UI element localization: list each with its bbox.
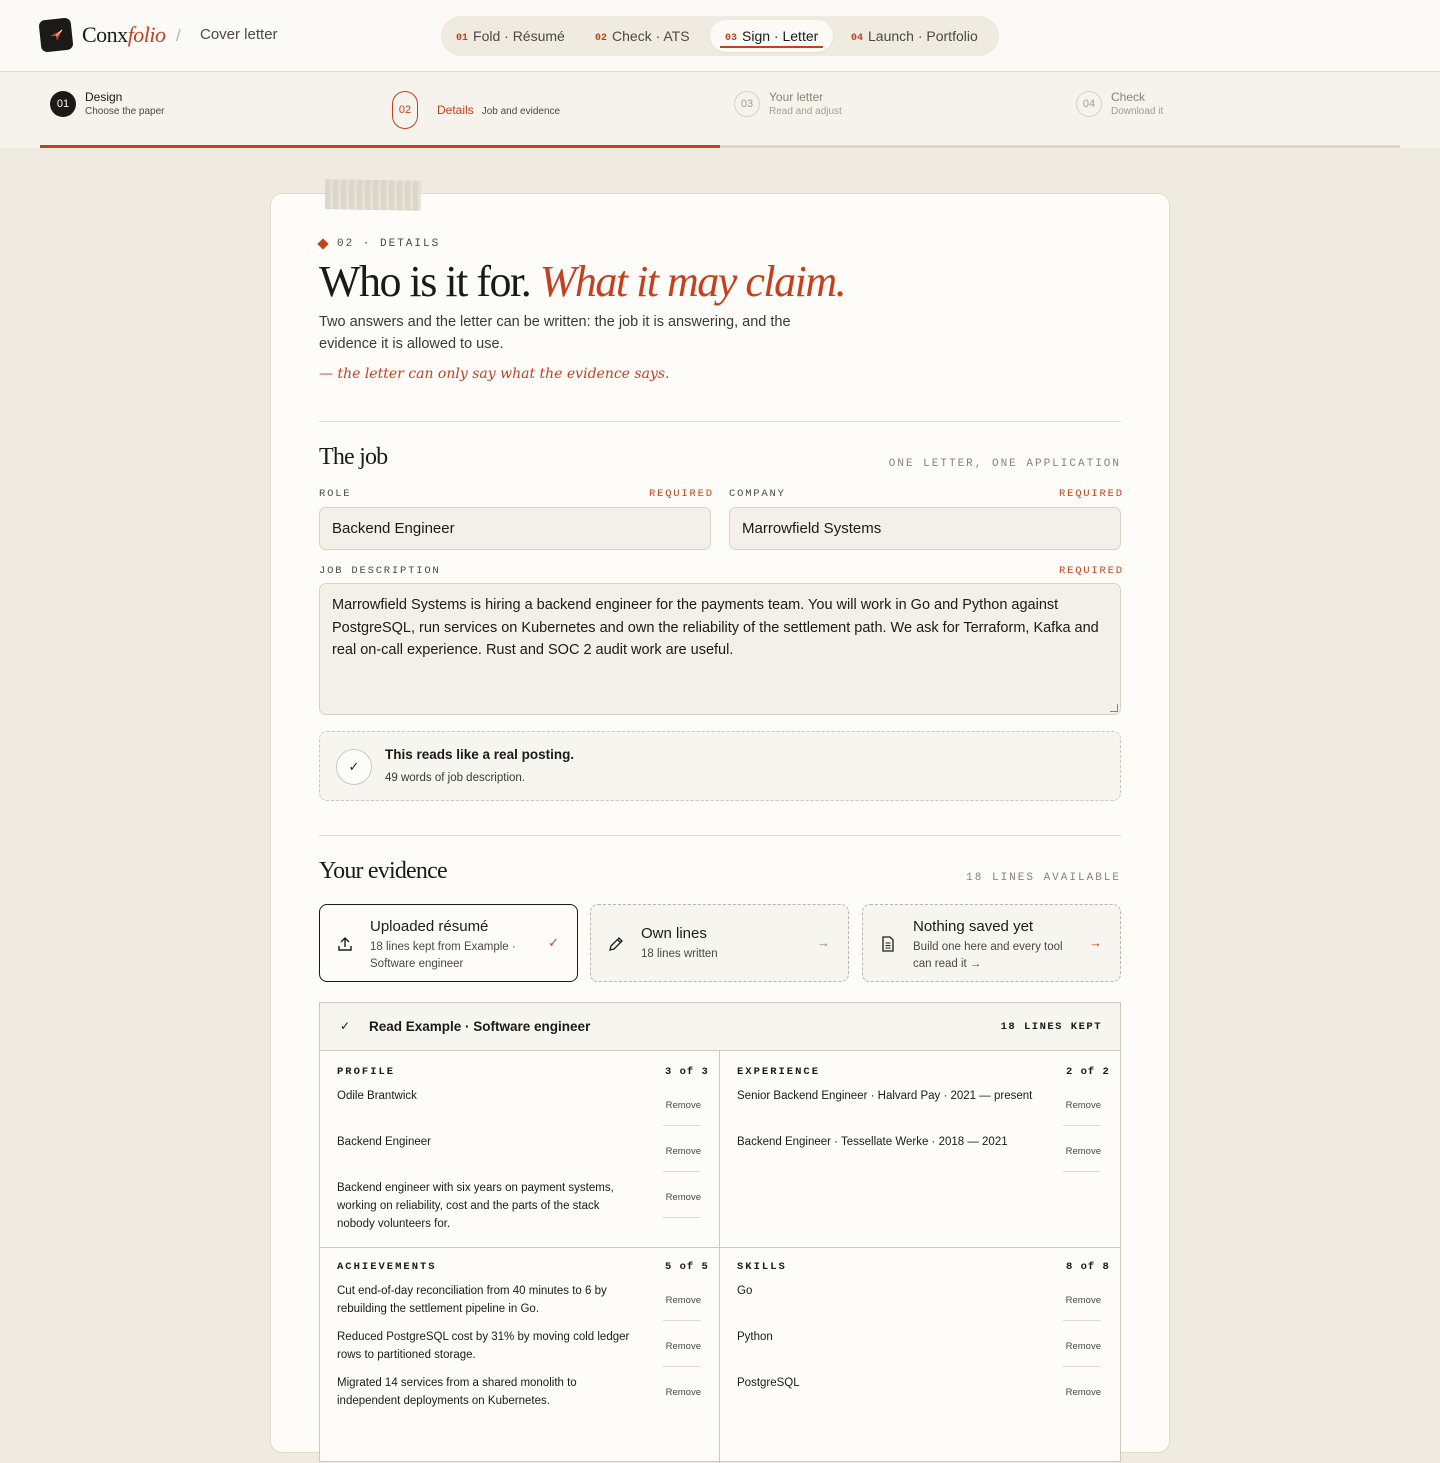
step-progress-fill: [40, 145, 720, 148]
posting-check: [319, 731, 1121, 801]
achievements-group-count: 5 of 5: [665, 1261, 709, 1273]
divider: [1063, 1125, 1101, 1126]
job-description-value: Marrowfield Systems is hiring a backend engineer for the payments team. You will work in Go and Python against PostgreSQL, run services on Kubernetes and own the reliability of the settlement path. We ask for Terraform, Kafka and real on-call experience. Rust and SOC 2 audit work are useful.: [332, 597, 1099, 658]
posting-check-subtitle: 49 words of job description.: [385, 772, 525, 784]
divider: [319, 835, 1121, 836]
step-design[interactable]: [50, 90, 165, 117]
tool-fold-resume[interactable]: 01 Fold · Résumé: [456, 28, 565, 44]
divider: [663, 1217, 701, 1218]
source-uploaded-resume[interactable]: [319, 904, 578, 982]
document-icon: [879, 935, 897, 953]
source-description: 18 lines kept from Example · Software engineer: [370, 941, 516, 970]
source-own-lines[interactable]: [590, 904, 849, 982]
company-required: REQUIRED: [1059, 488, 1124, 500]
evidence-panel-title: Read Example · Software engineer: [369, 1019, 591, 1034]
checkmark-icon: ✓: [548, 935, 559, 950]
divider: [1063, 1366, 1101, 1367]
evidence-section-title: Your evidence: [319, 858, 447, 884]
evidence-line: Cut end-of-day reconciliation from 40 minutes to 6 by rebuilding the settlement pipeline in Go.: [337, 1285, 607, 1315]
company-label: COMPANY: [729, 488, 786, 500]
evidence-line: Go: [737, 1285, 753, 1297]
divider: [663, 1366, 701, 1367]
remove-button[interactable]: Remove: [665, 1295, 701, 1306]
section-kicker: 02 · DETAILS: [319, 238, 440, 250]
divider: [1063, 1320, 1101, 1321]
top-bar: [0, 0, 1440, 72]
active-tool-underline: [720, 46, 823, 48]
step-subtitle: Download it: [1111, 106, 1164, 117]
page-title: Who is it for. What it may claim.: [319, 257, 846, 306]
column-divider: [719, 1051, 720, 1463]
divider: [319, 421, 1121, 422]
step-number: 01: [50, 91, 76, 117]
tape-decoration: [325, 179, 422, 211]
evidence-line: Backend Engineer · Tessellate Werke · 2018 — 2021: [737, 1136, 1008, 1148]
step-title: Your letter: [769, 90, 824, 104]
check-icon: ✓: [336, 749, 372, 785]
remove-button[interactable]: Remove: [665, 1146, 701, 1157]
remove-button[interactable]: Remove: [665, 1341, 701, 1352]
step-progress-track: [40, 145, 1400, 148]
posting-check-title: This reads like a real posting.: [385, 747, 575, 762]
remove-button[interactable]: Remove: [665, 1192, 701, 1203]
tool-check-ats[interactable]: 02 Check · ATS: [595, 28, 690, 44]
breadcrumb-separator: /: [176, 26, 181, 45]
evidence-line: Senior Backend Engineer · Halvard Pay · 2021 — present: [737, 1090, 1033, 1102]
remove-button[interactable]: Remove: [1065, 1341, 1101, 1352]
row-divider: [320, 1247, 1120, 1248]
evidence-panel: [319, 1002, 1121, 1462]
evidence-line: Python: [737, 1331, 773, 1343]
profile-group-title: PROFILE: [337, 1066, 396, 1078]
remove-button[interactable]: Remove: [665, 1100, 701, 1111]
step-title: Details: [437, 103, 474, 117]
step-subtitle: Read and adjust: [769, 106, 842, 117]
intro-note: — the letter can only say what the evidence says.: [319, 366, 670, 382]
evidence-line: Reduced PostgreSQL cost by 31% by moving cold ledger rows to partitioned storage.: [337, 1331, 630, 1361]
evidence-line: Backend engineer with six years on payment systems, working on reliability, cost and the parts of the stack nobody volunteers for.: [337, 1182, 614, 1230]
tool-launch-portfolio[interactable]: 04 Launch · Portfolio: [851, 28, 978, 44]
source-title: Nothing saved yet: [913, 918, 1034, 935]
source-description: Build one here and every tool can read it →: [913, 941, 1063, 970]
role-label: ROLE: [319, 488, 352, 500]
intro-text: Two answers and the letter can be written: the job it is answering, and the evidence it is allowed to use.: [319, 314, 791, 352]
diamond-icon: [317, 238, 328, 249]
evidence-line: Odile Brantwick: [337, 1090, 417, 1102]
tool-switcher: [441, 16, 999, 56]
source-nothing-saved[interactable]: [862, 904, 1121, 982]
step-your-letter[interactable]: [734, 90, 842, 117]
remove-button[interactable]: Remove: [665, 1387, 701, 1398]
source-title: Own lines: [641, 925, 707, 942]
step-subtitle: Job and evidence: [481, 106, 561, 117]
experience-group-count: 2 of 2: [1066, 1066, 1110, 1078]
job-description-textarea[interactable]: [319, 583, 1121, 715]
divider: [1063, 1171, 1101, 1172]
step-check[interactable]: [1076, 90, 1163, 117]
step-details[interactable]: [392, 91, 560, 129]
job-description-label: JOB DESCRIPTION: [319, 565, 441, 577]
breadcrumb: Cover letter: [200, 26, 278, 43]
role-input[interactable]: Backend Engineer: [319, 507, 711, 550]
logo-icon[interactable]: [38, 17, 73, 52]
job-section-meta: ONE LETTER, ONE APPLICATION: [888, 458, 1121, 470]
details-card: [270, 193, 1170, 1453]
pencil-icon: [607, 935, 625, 953]
step-title: Check: [1111, 90, 1146, 104]
source-title: Uploaded résumé: [370, 918, 489, 935]
profile-group-count: 3 of 3: [665, 1066, 709, 1078]
evidence-line: Migrated 14 services from a shared monolith to independent deployments on Kubernetes.: [337, 1377, 577, 1407]
evidence-line: PostgreSQL: [737, 1377, 800, 1389]
skills-group-count: 8 of 8: [1066, 1261, 1110, 1273]
evidence-line: Backend Engineer: [337, 1136, 431, 1148]
arrow-right-icon: →: [817, 935, 830, 950]
step-title: Design: [85, 90, 123, 104]
step-subtitle: Choose the paper: [85, 106, 165, 117]
check-icon: ✓: [340, 1019, 351, 1033]
resize-handle-icon[interactable]: [1110, 704, 1118, 712]
arrow-right-icon: →: [1089, 935, 1102, 950]
divider: [663, 1171, 701, 1172]
remove-button[interactable]: Remove: [1065, 1100, 1101, 1111]
upload-icon: [336, 935, 354, 953]
job-description-required: REQUIRED: [1059, 565, 1124, 577]
source-description: 18 lines written: [641, 948, 718, 960]
tool-sign-letter[interactable]: 03 Sign · Letter: [710, 20, 833, 52]
evidence-panel-meta: 18 LINES KEPT: [1000, 1021, 1102, 1033]
step-number: 04: [1076, 91, 1102, 117]
step-number: 02: [392, 91, 418, 129]
job-section-title: The job: [319, 444, 388, 470]
experience-group-title: EXPERIENCE: [737, 1066, 821, 1078]
achievements-group-title: ACHIEVEMENTS: [337, 1261, 437, 1273]
remove-button[interactable]: Remove: [1065, 1146, 1101, 1157]
evidence-panel-header: [320, 1003, 1120, 1051]
role-required: REQUIRED: [649, 488, 714, 500]
remove-button[interactable]: Remove: [1065, 1295, 1101, 1306]
skills-group-title: SKILLS: [737, 1261, 787, 1273]
evidence-section-meta: 18 LINES AVAILABLE: [966, 872, 1121, 884]
company-input[interactable]: Marrowfield Systems: [729, 507, 1121, 550]
divider: [663, 1125, 701, 1126]
step-number: 03: [734, 91, 760, 117]
divider: [663, 1320, 701, 1321]
stepper: [0, 72, 1440, 148]
remove-button[interactable]: Remove: [1065, 1387, 1101, 1398]
brand-name[interactable]: Conxfolio: [82, 22, 166, 47]
